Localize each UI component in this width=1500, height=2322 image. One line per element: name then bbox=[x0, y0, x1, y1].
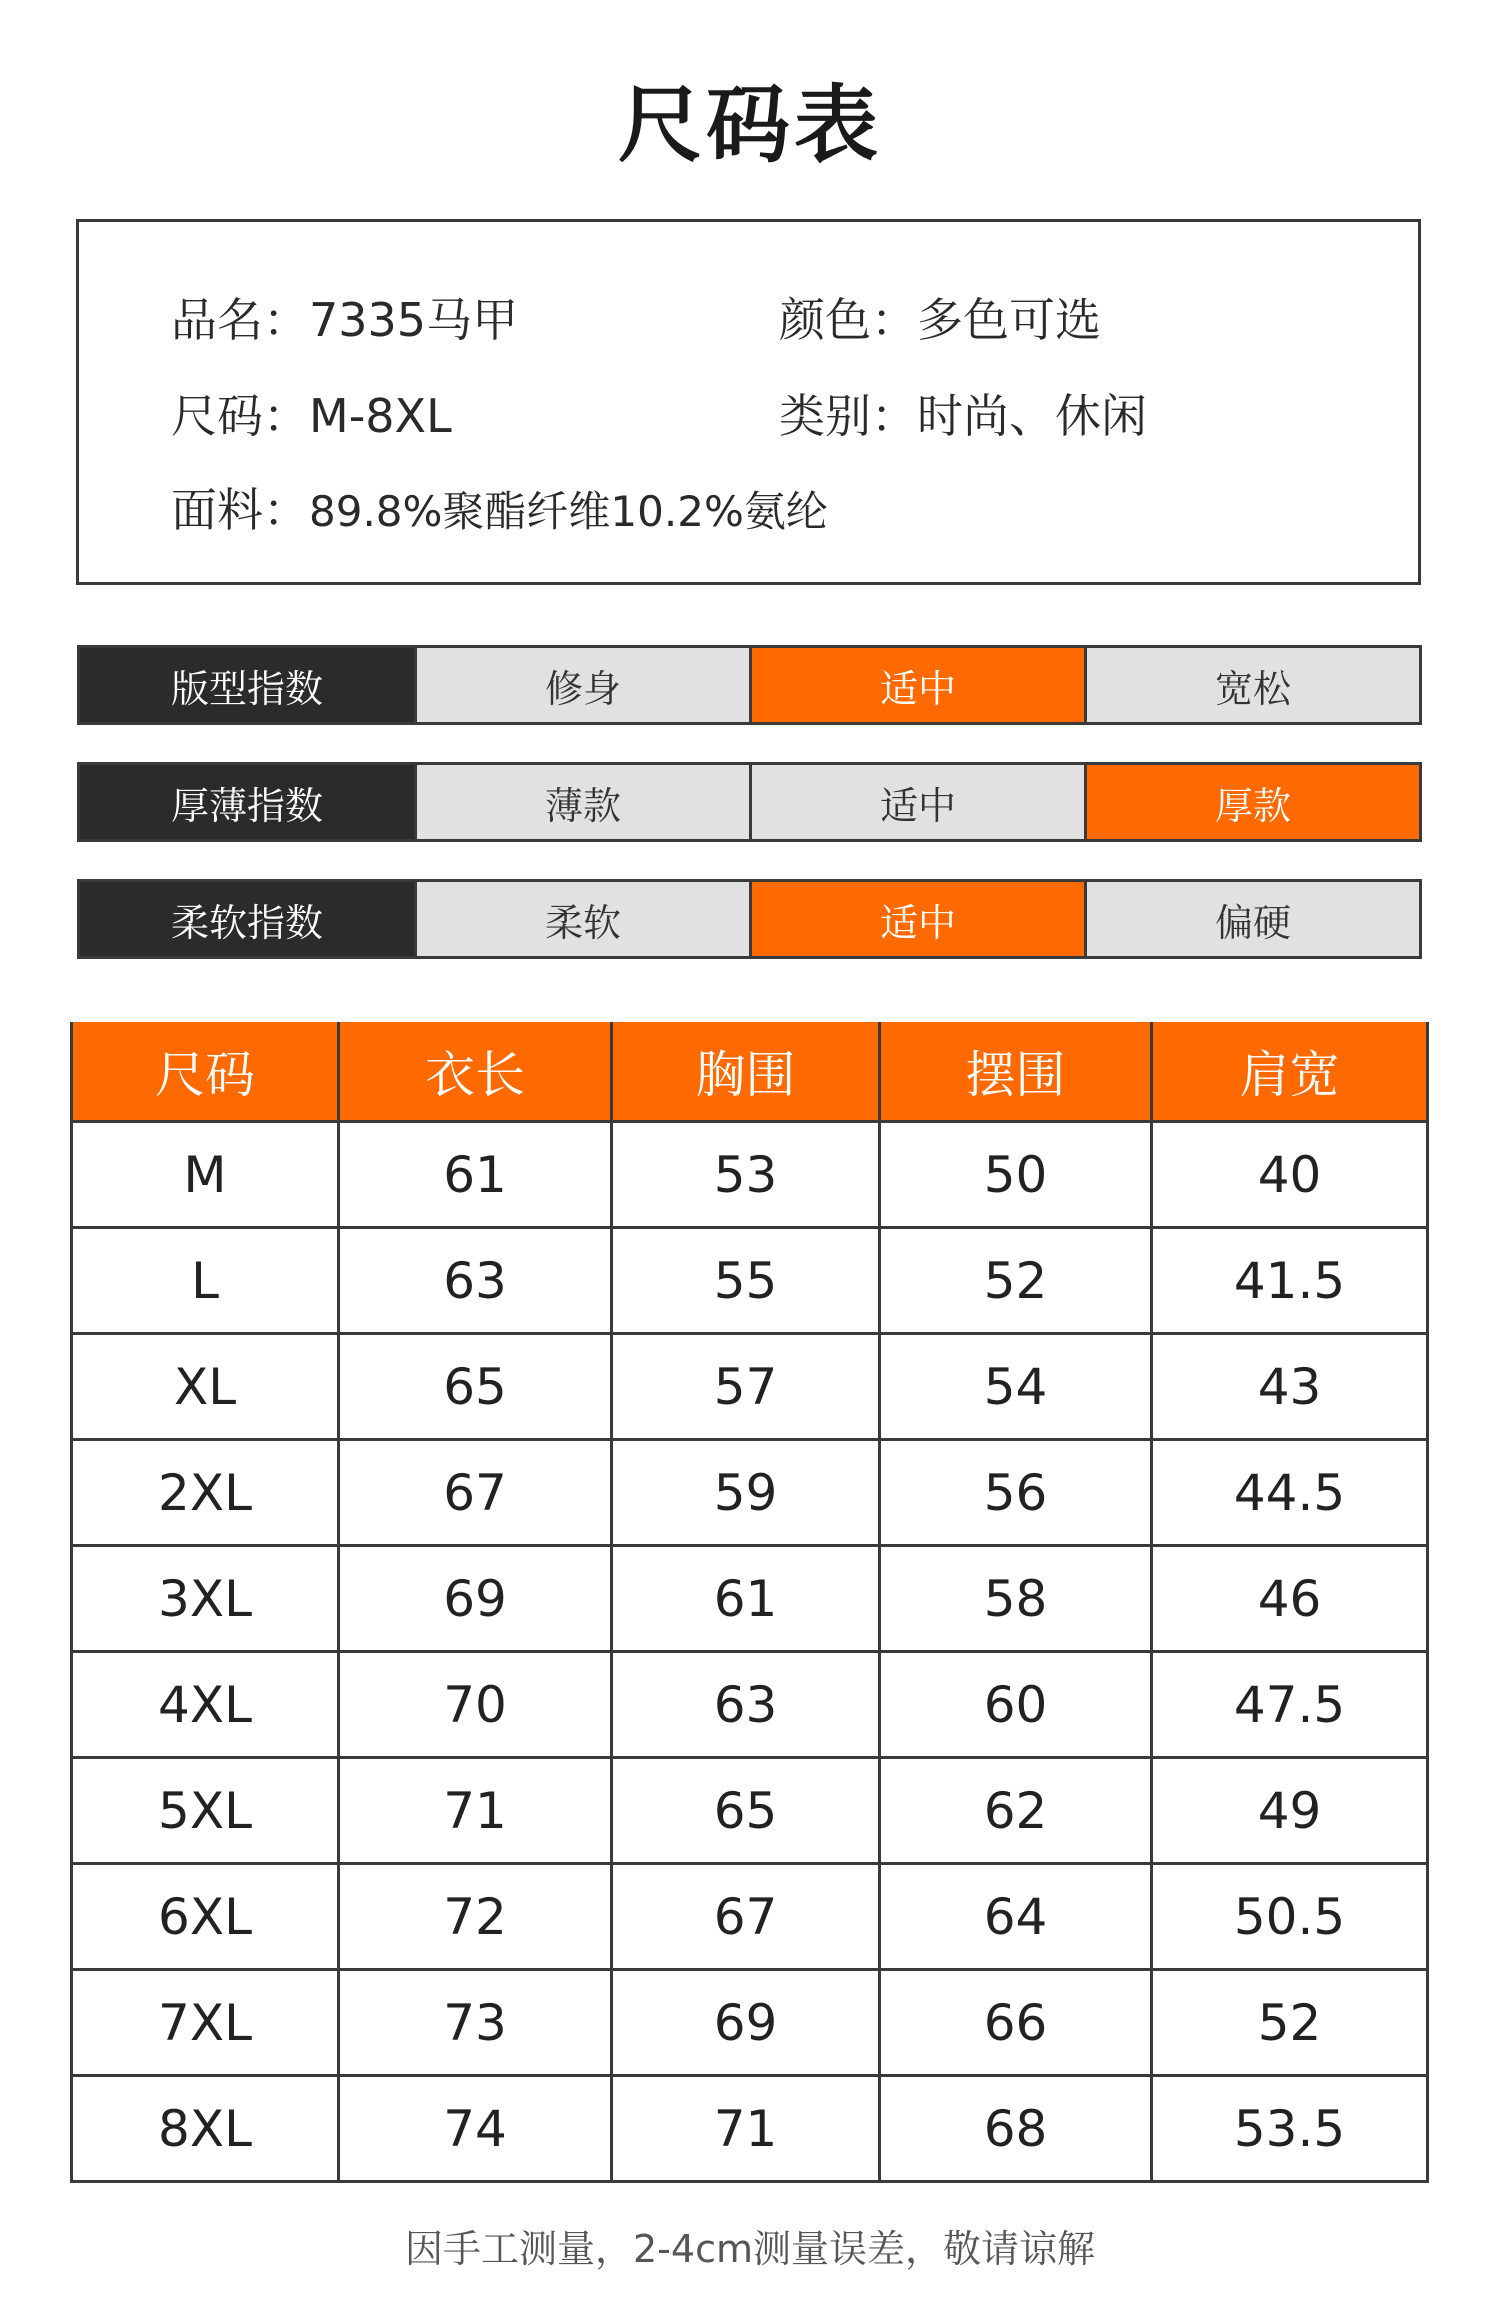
cell-shoulder: 49 bbox=[1152, 1758, 1428, 1864]
table-row bbox=[72, 1440, 1428, 1546]
product-size-value: M-8XL bbox=[309, 389, 452, 443]
product-fabric-label: 面料： bbox=[171, 483, 309, 537]
fit-option-loose: 宽松 bbox=[1084, 648, 1419, 722]
cell-size: 7XL bbox=[72, 1970, 339, 2076]
cell-length: 63 bbox=[339, 1228, 612, 1334]
cell-chest: 59 bbox=[612, 1440, 880, 1546]
cell-length: 73 bbox=[339, 1970, 612, 2076]
cell-hem: 66 bbox=[880, 1970, 1152, 2076]
cell-size: 8XL bbox=[72, 2076, 339, 2182]
thickness-option-thin: 薄款 bbox=[414, 765, 749, 839]
cell-shoulder: 47.5 bbox=[1152, 1652, 1428, 1758]
table-row bbox=[72, 1122, 1428, 1228]
cell-length: 74 bbox=[339, 2076, 612, 2182]
thickness-option-thick: 厚款 bbox=[1084, 765, 1419, 839]
fit-option-regular: 适中 bbox=[749, 648, 1084, 722]
softness-option-soft: 柔软 bbox=[414, 882, 749, 956]
cell-length: 70 bbox=[339, 1652, 612, 1758]
thickness-option-medium: 适中 bbox=[749, 765, 1084, 839]
cell-hem: 60 bbox=[880, 1652, 1152, 1758]
table-row bbox=[72, 1546, 1428, 1652]
cell-chest: 55 bbox=[612, 1228, 880, 1334]
fit-index-label: 版型指数 bbox=[80, 648, 414, 722]
product-name bbox=[171, 290, 518, 350]
fit-option-slim: 修身 bbox=[414, 648, 749, 722]
cell-chest: 69 bbox=[612, 1970, 880, 2076]
product-size-range bbox=[171, 386, 452, 446]
cell-shoulder: 40 bbox=[1152, 1122, 1428, 1228]
thickness-index-row bbox=[77, 762, 1422, 842]
table-row bbox=[72, 1864, 1428, 1970]
product-color-label: 颜色： bbox=[779, 293, 917, 347]
cell-length: 67 bbox=[339, 1440, 612, 1546]
cell-hem: 56 bbox=[880, 1440, 1152, 1546]
cell-length: 69 bbox=[339, 1546, 612, 1652]
header-length: 衣长 bbox=[339, 1022, 612, 1122]
measurement-note: 因手工测量，2-4cm测量误差，敬请谅解 bbox=[405, 2227, 1095, 2271]
cell-shoulder: 44.5 bbox=[1152, 1440, 1428, 1546]
softness-option-stiff: 偏硬 bbox=[1084, 882, 1419, 956]
cell-size: 4XL bbox=[72, 1652, 339, 1758]
cell-chest: 71 bbox=[612, 2076, 880, 2182]
product-name-value: 7335马甲 bbox=[309, 293, 519, 347]
header-shoulder: 肩宽 bbox=[1152, 1022, 1428, 1122]
product-name-label: 品名： bbox=[171, 293, 309, 347]
cell-hem: 54 bbox=[880, 1334, 1152, 1440]
cell-chest: 57 bbox=[612, 1334, 880, 1440]
cell-chest: 53 bbox=[612, 1122, 880, 1228]
cell-shoulder: 53.5 bbox=[1152, 2076, 1428, 2182]
product-category bbox=[779, 386, 1147, 446]
table-row bbox=[72, 1228, 1428, 1334]
cell-length: 72 bbox=[339, 1864, 612, 1970]
cell-size: XL bbox=[72, 1334, 339, 1440]
cell-length: 71 bbox=[339, 1758, 612, 1864]
cell-chest: 63 bbox=[612, 1652, 880, 1758]
table-row bbox=[72, 1970, 1428, 2076]
size-table-header-row bbox=[72, 1022, 1428, 1122]
product-size-label: 尺码： bbox=[171, 389, 309, 443]
table-row bbox=[72, 1334, 1428, 1440]
cell-shoulder: 43 bbox=[1152, 1334, 1428, 1440]
cell-hem: 58 bbox=[880, 1546, 1152, 1652]
page-title: 尺码表 bbox=[617, 76, 882, 174]
cell-length: 61 bbox=[339, 1122, 612, 1228]
product-category-label: 类别： bbox=[779, 389, 917, 443]
product-color bbox=[779, 290, 1101, 350]
header-hem: 摆围 bbox=[880, 1022, 1152, 1122]
fit-index-row bbox=[77, 645, 1422, 725]
cell-shoulder: 46 bbox=[1152, 1546, 1428, 1652]
product-info-box bbox=[76, 219, 1421, 585]
cell-chest: 61 bbox=[612, 1546, 880, 1652]
cell-chest: 65 bbox=[612, 1758, 880, 1864]
cell-size: L bbox=[72, 1228, 339, 1334]
cell-size: 2XL bbox=[72, 1440, 339, 1546]
softness-index-row bbox=[77, 879, 1422, 959]
cell-size: 5XL bbox=[72, 1758, 339, 1864]
softness-option-medium: 适中 bbox=[749, 882, 1084, 956]
softness-index-label: 柔软指数 bbox=[80, 882, 414, 956]
cell-size: M bbox=[72, 1122, 339, 1228]
product-fabric-value: 89.8%聚酯纤维10.2%氨纶 bbox=[309, 487, 828, 536]
table-row bbox=[72, 1652, 1428, 1758]
header-size: 尺码 bbox=[72, 1022, 339, 1122]
cell-chest: 67 bbox=[612, 1864, 880, 1970]
table-row bbox=[72, 2076, 1428, 2182]
size-table bbox=[70, 1022, 1429, 2183]
cell-length: 65 bbox=[339, 1334, 612, 1440]
cell-shoulder: 50.5 bbox=[1152, 1864, 1428, 1970]
product-fabric bbox=[171, 480, 828, 542]
cell-hem: 50 bbox=[880, 1122, 1152, 1228]
cell-hem: 68 bbox=[880, 2076, 1152, 2182]
cell-size: 6XL bbox=[72, 1864, 339, 1970]
header-chest: 胸围 bbox=[612, 1022, 880, 1122]
cell-hem: 52 bbox=[880, 1228, 1152, 1334]
cell-hem: 64 bbox=[880, 1864, 1152, 1970]
product-category-value: 时尚、休闲 bbox=[917, 389, 1147, 443]
size-table-body bbox=[72, 1122, 1428, 2182]
thickness-index-label: 厚薄指数 bbox=[80, 765, 414, 839]
table-row bbox=[72, 1758, 1428, 1864]
product-color-value: 多色可选 bbox=[917, 293, 1101, 347]
cell-size: 3XL bbox=[72, 1546, 339, 1652]
cell-shoulder: 52 bbox=[1152, 1970, 1428, 2076]
cell-shoulder: 41.5 bbox=[1152, 1228, 1428, 1334]
cell-hem: 62 bbox=[880, 1758, 1152, 1864]
